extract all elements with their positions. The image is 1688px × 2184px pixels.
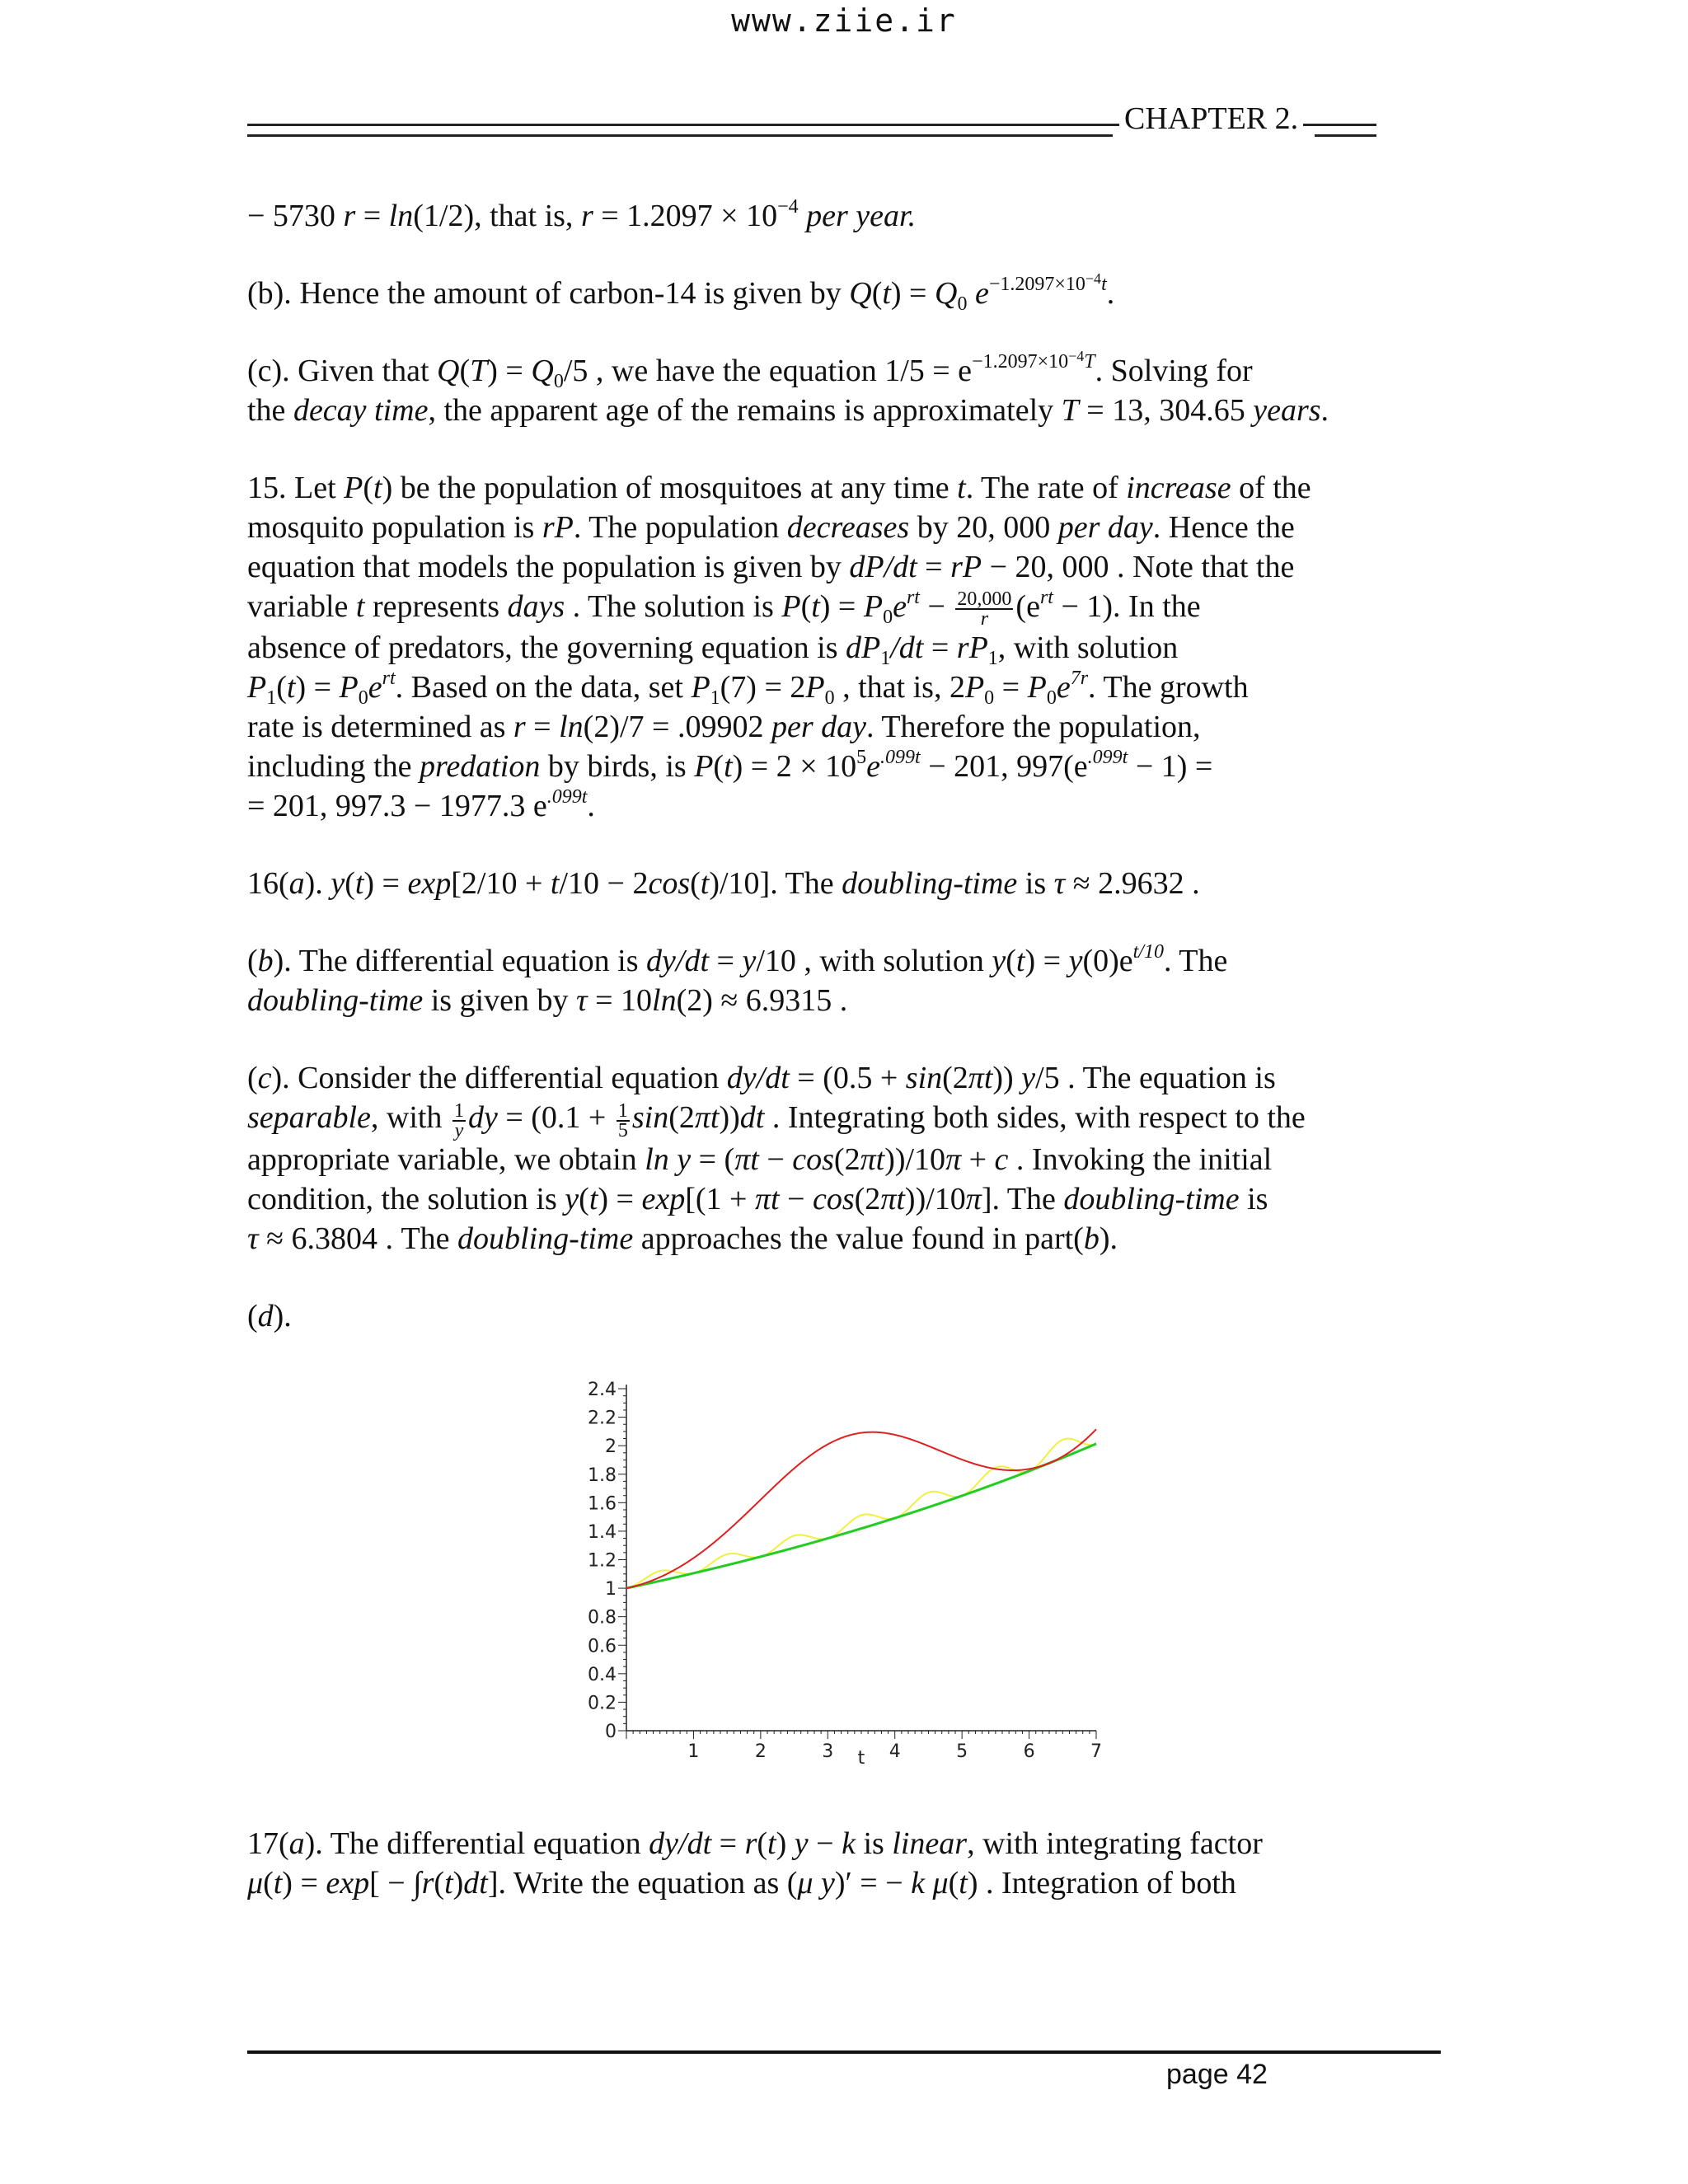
x-tick-label: 6 [1023,1741,1035,1762]
y-tick-label: 0.8 [588,1607,617,1629]
y-tick-label: 0.2 [588,1693,617,1714]
y-tick-label: 1.6 [588,1493,617,1515]
y-tick-label: 1.2 [588,1550,617,1572]
chapter-title: CHAPTER 2. [1119,101,1303,137]
watermark: www.ziie.ir [731,2,957,39]
paragraph-problem-16c: (c). Consider the differential equation dy/dt = (0.5 + sin(2πt)) y/5 . The equation is separable, with $\frac{1}{y}$ dy = (0.1 + $\frac{1}{5}$ sin(2πt))dt . Integrating both sides, with respect to the appropriate variable, we obtain ln y = (πt − cos(2πt))/10π + c . Invoking the initial condition, the solution is y(t) = exp[(1 + πt − cos(2πt))/10π]. The doubling-time is τ ≈ 6.3804 . The doubling-time approaches the value found in part(b). [247,1061,1306,1256]
x-tick-label: 4 [889,1741,901,1762]
x-tick-label: 3 [822,1741,834,1762]
x-tick-label: 5 [956,1741,968,1762]
doubling-time-chart [569,1376,1113,1772]
y-tick-label: 0.4 [588,1664,617,1685]
paragraph-rate: − 5730 r = ln(1/2), that is, $r = 1.2097 \times 10^{-4}$ per year. [247,196,917,233]
paragraph-carbon-amount: (b). Hence the amount of carbon-14 is given by $Q(t) = Q_0$ $e^{-1.2097\times 10^{-4}t}$. [247,270,1115,315]
y-tick-label: 1.8 [588,1465,617,1486]
header-rule-bottom [247,134,1113,137]
paragraph-decay-time: (c). Given that $Q(T) = Q_0/5$ , we have the equation $1/5 = e^{-1.2097\times 10^{-4}T}$. Solving for the decay time, the apparent age of the remains is approximately T = 13, 304.65 years. [247,348,1329,428]
x-tick-label: 2 [754,1741,767,1762]
series-line-1 [626,1429,1096,1588]
page-number: page 42 [1166,2059,1268,2090]
y-tick-label: 2.4 [588,1380,617,1400]
paragraph-problem-16d: (d). [247,1298,292,1333]
series-line-3 [626,1439,1096,1589]
y-tick-label: 0.6 [588,1636,617,1657]
y-tick-label: 1.4 [588,1521,617,1543]
page-content-bottom [247,1824,1442,1941]
x-tick-label: 7 [1090,1741,1102,1762]
paragraph-problem-17a: 17(a). The differential equation dy/dt = r(t) y − k is linear, with integrating factor μ(t) = exp[ − ∫r(t)dt]. Write the equation as (μ y)′ = − k μ(t) . Integration of both [247,1826,1263,1900]
y-tick-label: 2 [605,1436,617,1458]
y-tick-label: 0 [605,1722,617,1742]
header-rule-bottom-right [1315,134,1376,137]
paragraph-problem-16b: (b). The differential equation is dy/dt = y/10 , with solution $y(t) = y(0)e^{t/10}$. The doubling-time is given by τ = 10ln(2) ≈ 6.9315 . [247,941,1228,1019]
page-content [247,196,1442,1374]
paragraph-problem-15: 15. Let P(t) be the population of mosquitoes at any time t. The rate of increase of the mosquito population is rP. The population decreases by 20, 000 per day. Hence the equation that models the population is given by dP/dt = rP − 20, 000 . Note that the variable t represents days . The solution is $P(t) = P_0e^{rt}$ − $\frac{20,000}{r}$ $(e^{rt} - 1)$. In the absence of predators, the governing equation is $dP_1/dt = rP_1$, with solution $P_1(t) = P_0e^{rt}$. Based on the data, set $P_1(7) = 2P_0$ , that is, $2P_0 = P_0e^{7r}$. The growth rate is determined as r = ln(2)/7 = .09902 per day. Therefore the population, including the predation by birds, is $P(t) = 2 \times 10^5e^{.099t} - 201$, $997(e^{.099t} - 1)$ = = 201, 997.3 − 1977.3 $e^{.099t}$. [247,471,1311,824]
y-tick-label: 2.2 [588,1408,617,1429]
x-tick-label: 1 [687,1741,700,1762]
x-axis-label: t [857,1748,865,1769]
chart-svg [569,1376,1113,1772]
y-tick-label: 1 [605,1579,617,1601]
paragraph-problem-16a: 16(a). y(t) = exp[2/10 + t/10 − 2cos(t)/10]. The doubling-time is τ ≈ 2.9632 . [247,866,1200,902]
